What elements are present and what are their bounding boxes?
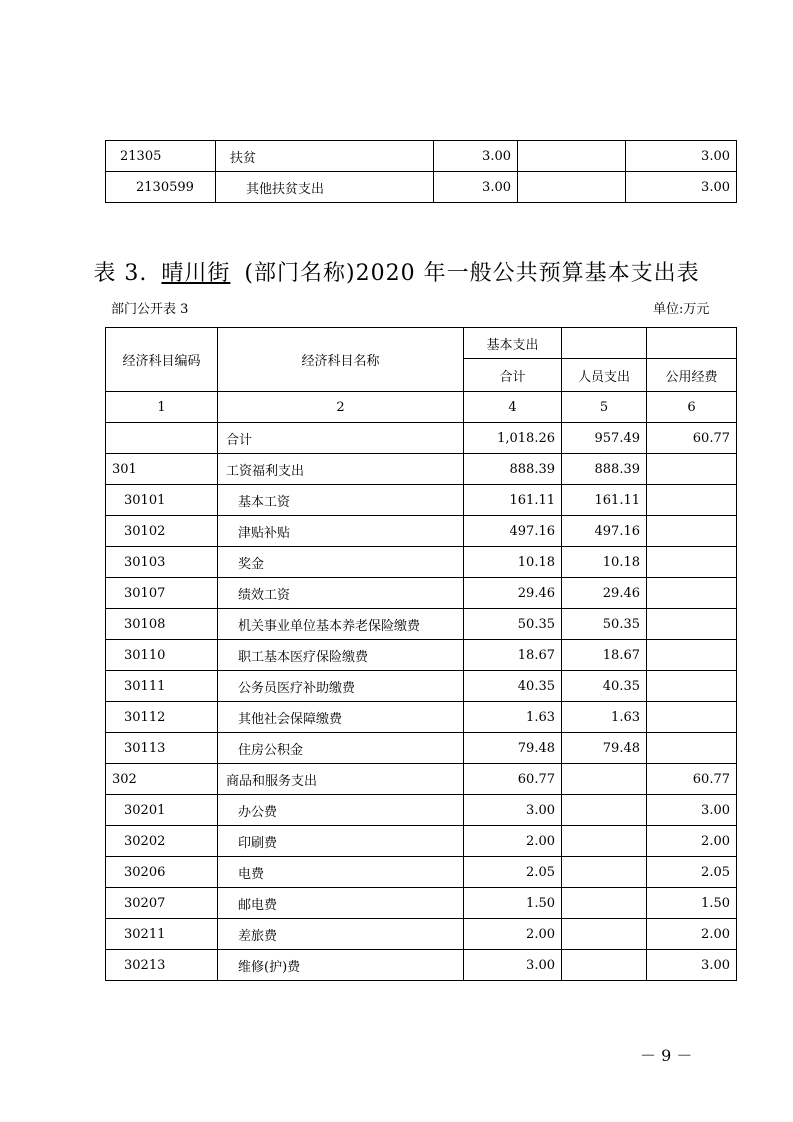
continuation-table (105, 140, 737, 203)
cell-code (106, 423, 218, 454)
cell-public (647, 516, 737, 547)
table-row (106, 671, 737, 702)
cell-public (647, 733, 737, 764)
cell-blank (518, 172, 626, 203)
col-number: 5 (562, 392, 647, 423)
cell-code: 30207 (106, 888, 218, 919)
cell-total: 3.00 (434, 172, 518, 203)
cell-name: 住房公积金 (218, 733, 464, 764)
header-public: 公用经费 (647, 359, 737, 392)
cell-total: 79.48 (464, 733, 562, 764)
table-row (106, 172, 737, 203)
cell-personnel (562, 919, 647, 950)
cell-public (647, 702, 737, 733)
table-row (106, 919, 737, 950)
cell-name: 差旅费 (218, 919, 464, 950)
form-number: 部门公开表 3 (111, 302, 189, 317)
table-row (106, 702, 737, 733)
cell-total: 18.67 (464, 640, 562, 671)
table-row (106, 795, 737, 826)
cell-public: 2.00 (647, 826, 737, 857)
table-row (106, 516, 737, 547)
cell-name: 奖金 (218, 547, 464, 578)
cell-personnel: 497.16 (562, 516, 647, 547)
table-row (106, 640, 737, 671)
cell-name: 绩效工资 (218, 578, 464, 609)
title-prefix: 表 3. (93, 261, 148, 286)
cell-total: 888.39 (464, 454, 562, 485)
header-total: 合计 (464, 359, 562, 392)
cell-code: 30202 (106, 826, 218, 857)
cell-total: 497.16 (464, 516, 562, 547)
cell-public (647, 640, 737, 671)
page-number: － 9 － (640, 1046, 693, 1065)
cell-blank (518, 141, 626, 172)
cell-total: 1,018.26 (464, 423, 562, 454)
cell-amount: 3.00 (626, 141, 737, 172)
cell-code: 30113 (106, 733, 218, 764)
cell-total: 60.77 (464, 764, 562, 795)
cell-personnel: 161.11 (562, 485, 647, 516)
cell-total: 1.63 (464, 702, 562, 733)
cell-personnel: 1.63 (562, 702, 647, 733)
cell-name: 工资福利支出 (218, 454, 464, 485)
cell-public (647, 578, 737, 609)
cell-name: 电费 (218, 857, 464, 888)
cell-personnel (562, 764, 647, 795)
cell-personnel (562, 950, 647, 981)
table-row (106, 485, 737, 516)
header-blank (647, 328, 737, 359)
table-row (106, 764, 737, 795)
cell-name: 机关事业单位基本养老保险缴费 (218, 609, 464, 640)
cell-name: 维修(护)费 (218, 950, 464, 981)
cell-code: 30102 (106, 516, 218, 547)
cell-total: 3.00 (464, 950, 562, 981)
table-row (106, 888, 737, 919)
cell-name: 邮电费 (218, 888, 464, 919)
cell-name: 其他社会保障缴费 (218, 702, 464, 733)
cell-public: 3.00 (647, 795, 737, 826)
cell-personnel (562, 826, 647, 857)
cell-total: 3.00 (464, 795, 562, 826)
cell-total: 40.35 (464, 671, 562, 702)
cell-code: 30201 (106, 795, 218, 826)
cell-code: 30110 (106, 640, 218, 671)
cell-code: 30107 (106, 578, 218, 609)
col-number: 6 (647, 392, 737, 423)
cell-public (647, 609, 737, 640)
header-name: 经济科目名称 (218, 328, 464, 392)
department-name: 晴川街 (161, 261, 231, 286)
cell-amount: 3.00 (626, 172, 737, 203)
cell-public (647, 547, 737, 578)
table-row (106, 733, 737, 764)
cell-name: 职工基本医疗保险缴费 (218, 640, 464, 671)
cell-name: 印刷费 (218, 826, 464, 857)
cell-code: 30101 (106, 485, 218, 516)
title-suffix: (部门名称)2020 年一般公共预算基本支出表 (244, 261, 700, 286)
unit-label: 单位:万元 (653, 302, 710, 317)
cell-total: 2.00 (464, 919, 562, 950)
cell-total: 2.00 (464, 826, 562, 857)
cell-code: 30213 (106, 950, 218, 981)
cell-personnel (562, 888, 647, 919)
cell-name: 扶贫 (216, 141, 434, 172)
header-code: 经济科目编码 (106, 328, 218, 392)
cell-personnel (562, 795, 647, 826)
cell-personnel: 79.48 (562, 733, 647, 764)
cell-personnel: 10.18 (562, 547, 647, 578)
header-personnel: 人员支出 (562, 359, 647, 392)
table-title (0, 256, 793, 287)
cell-public: 1.50 (647, 888, 737, 919)
cell-personnel: 888.39 (562, 454, 647, 485)
cell-total: 29.46 (464, 578, 562, 609)
cell-total: 50.35 (464, 609, 562, 640)
cell-public: 3.00 (647, 950, 737, 981)
cell-name: 基本工资 (218, 485, 464, 516)
col-number: 2 (218, 392, 464, 423)
cell-name: 办公费 (218, 795, 464, 826)
cell-public: 2.05 (647, 857, 737, 888)
table-row (106, 609, 737, 640)
cell-public: 60.77 (647, 764, 737, 795)
cell-total: 3.00 (434, 141, 518, 172)
cell-code: 30112 (106, 702, 218, 733)
cell-personnel: 957.49 (562, 423, 647, 454)
cell-name: 合计 (218, 423, 464, 454)
cell-public: 60.77 (647, 423, 737, 454)
cell-code: 301 (106, 454, 218, 485)
cell-code: 21305 (106, 141, 216, 172)
cell-total: 10.18 (464, 547, 562, 578)
cell-public: 2.00 (647, 919, 737, 950)
table-row (106, 141, 737, 172)
cell-name: 其他扶贫支出 (216, 172, 434, 203)
cell-name: 津贴补贴 (218, 516, 464, 547)
cell-total: 161.11 (464, 485, 562, 516)
cell-total: 2.05 (464, 857, 562, 888)
cell-name: 商品和服务支出 (218, 764, 464, 795)
table-row (106, 826, 737, 857)
cell-code: 30103 (106, 547, 218, 578)
table-row (106, 857, 737, 888)
table-row (106, 423, 737, 454)
cell-personnel: 29.46 (562, 578, 647, 609)
cell-personnel: 50.35 (562, 609, 647, 640)
cell-code: 302 (106, 764, 218, 795)
cell-total: 1.50 (464, 888, 562, 919)
col-number: 1 (106, 392, 218, 423)
cell-code: 30206 (106, 857, 218, 888)
table-row (106, 578, 737, 609)
cell-code: 30108 (106, 609, 218, 640)
cell-public (647, 671, 737, 702)
header-group: 基本支出 (464, 328, 562, 359)
cell-code: 30111 (106, 671, 218, 702)
cell-personnel: 40.35 (562, 671, 647, 702)
col-number: 4 (464, 392, 562, 423)
cell-personnel (562, 857, 647, 888)
cell-personnel: 18.67 (562, 640, 647, 671)
table-row (106, 454, 737, 485)
cell-name: 公务员医疗补助缴费 (218, 671, 464, 702)
header-blank (562, 328, 647, 359)
cell-public (647, 454, 737, 485)
cell-code: 2130599 (106, 172, 216, 203)
cell-public (647, 485, 737, 516)
table-row (106, 950, 737, 981)
cell-code: 30211 (106, 919, 218, 950)
table-row (106, 547, 737, 578)
basic-expenditure-table (105, 327, 737, 981)
